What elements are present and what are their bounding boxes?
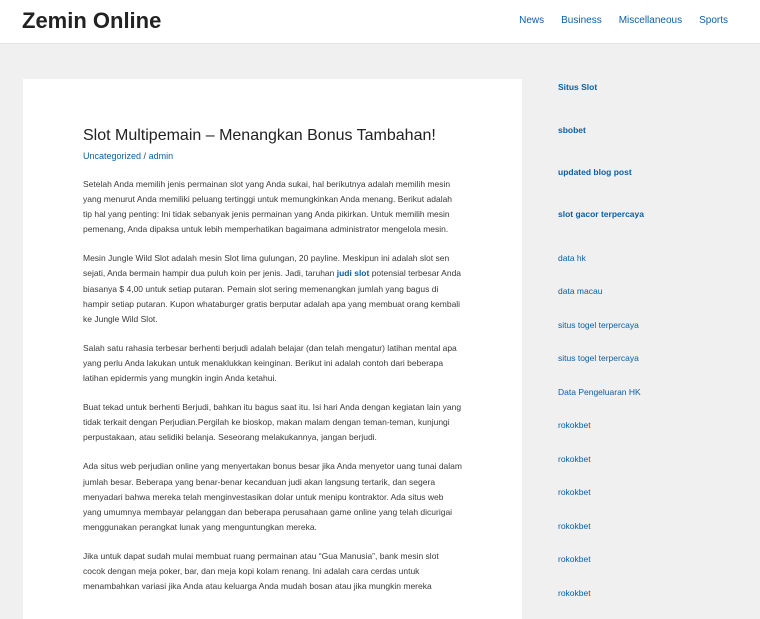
post-paragraph: Salah satu rahasia terbesar berhenti berjudi adalah belajar (dan telah mengatur) latihan mental apa yang perlu Anda lakukan untuk menaklukkan keinginan. Berikut ini adalah contoh dari beberapa latihan epidermis yang mungkin ingin Anda ketahui. xyxy=(83,342,457,384)
nav-item-news[interactable]: News xyxy=(519,15,545,26)
post-meta xyxy=(83,151,463,161)
post-author-link[interactable]: admin xyxy=(148,151,174,161)
judi-slot-link[interactable]: judi slot xyxy=(336,268,370,279)
paragraph-text: Mesin Jungle Wild Slot adalah mesin Slot lima gulungan, 20 payline. Meskipun ini adalah slot sen sejati, Anda bermain hampir dua puluh koin per jenis. Jadi, taruhan xyxy=(83,253,450,279)
post-card xyxy=(23,79,522,619)
sidebar-link-situs-togel[interactable]: situs togel terpercaya xyxy=(558,320,639,330)
sidebar-link-situs-slot[interactable]: Situs Slot xyxy=(558,82,598,92)
post-paragraph: Buat tekad untuk berhenti Berjudi, bahkan itu bagus saat itu. Isi hari Anda dengan kegiatan lain yang tidak terkait dengan Perjudian.Pergilah ke bioskop, makan malam dengan teman-teman, kunjungi perpustakaan, atau selidiki belanja. Seseorang melakukannya, jangan berjudi. xyxy=(83,402,462,443)
sidebar-link-rokokbet[interactable]: rokokbet xyxy=(558,454,591,464)
site-title[interactable]: Zemin Online xyxy=(22,8,162,33)
main-nav xyxy=(519,15,728,26)
sidebar-link-data-hk[interactable]: data hk xyxy=(558,253,586,263)
post-paragraph: Jika untuk dapat sudah mulai membuat ruang permainan atau “Gua Manusia”, bank mesin slot cocok dengan meja poker, bar, dan meja kopi kolam renang. Ini adalah cara cerdas untuk menambahkan variasi jika Anda atau keluarga Anda mudah bosan atau jika mungkin mereka xyxy=(83,550,439,592)
sidebar-link-updated-blog-post[interactable]: updated blog post xyxy=(558,167,632,177)
sidebar-link-situs-togel[interactable]: situs togel terpercaya xyxy=(558,353,639,363)
post-paragraph: Ada situs web perjudian online yang menyertakan bonus besar jika Anda menyetor uang tunai dalam jumlah besar. Beberapa yang benar-benar kecanduan judi akan langsung tertarik, dan segera menyadari bahwa mereka telah menginvestasikan dolar untuk menipu kontraktor. Ada situs web yang umumnya membayar pelanggan dan beberapa perusahaan game online yang telah dicurigai menggunakan perangkat lunak yang menguntungkan mereka. xyxy=(83,461,462,532)
meta-separator: / xyxy=(141,151,149,161)
sidebar-link-rokokbet[interactable]: rokokbet xyxy=(558,487,591,497)
post-paragraph xyxy=(83,251,463,326)
post-title[interactable]: Slot Multipemain – Menangkan Bonus Tambahan! xyxy=(83,127,436,144)
post-content xyxy=(83,177,463,594)
nav-item-miscellaneous[interactable]: Miscellaneous xyxy=(618,15,683,26)
sidebar-link-rokokbet[interactable]: rokokbet xyxy=(558,420,591,430)
nav-item-business[interactable]: Business xyxy=(561,15,602,26)
sidebar-link-slot-gacor[interactable]: slot gacor terpercaya xyxy=(558,209,644,219)
site-header xyxy=(0,0,760,44)
paragraph-text: potensial terbesar Anda biasanya $ 4,00 untuk setiap putaran. Pemain slot sering memenangkan jumlah yang bagus di hampir setiap putaran. Kupon whataburger gratis berputar adalah apa yang membuat orang kembali ke Jungle Wild Slot. xyxy=(83,268,462,324)
post-body xyxy=(83,126,463,608)
nav-item-sports[interactable]: Sports xyxy=(699,15,728,26)
sidebar-link-rokokbet[interactable]: rokokbet xyxy=(558,521,591,531)
sidebar-link-rokokbet[interactable]: rokokbet xyxy=(558,588,591,598)
sidebar-link-rokokbet[interactable]: rokokbet xyxy=(558,554,591,564)
sidebar-link-data-macau[interactable]: data macau xyxy=(558,286,603,296)
sidebar-link-sbobet[interactable]: sbobet xyxy=(558,125,586,135)
post-paragraph: Setelah Anda memilih jenis permainan slot yang Anda sukai, hal berikutnya adalah memilih mesin yang menurut Anda memiliki peluang tertinggi untuk memungkinkan Anda menang. Berikut adalah tip hal yang penting: Ini tidak sebanyak jenis permainan yang Anda pikirkan. Untuk memilih mesin pemenang, Anda dipaksa untuk lebih memperhatikan bagaimana administrator mengelola mesin. xyxy=(83,179,453,235)
post-category-link[interactable]: Uncategorized xyxy=(83,151,142,161)
sidebar-link-data-pengeluaran-hk[interactable]: Data Pengeluaran HK xyxy=(558,387,641,397)
